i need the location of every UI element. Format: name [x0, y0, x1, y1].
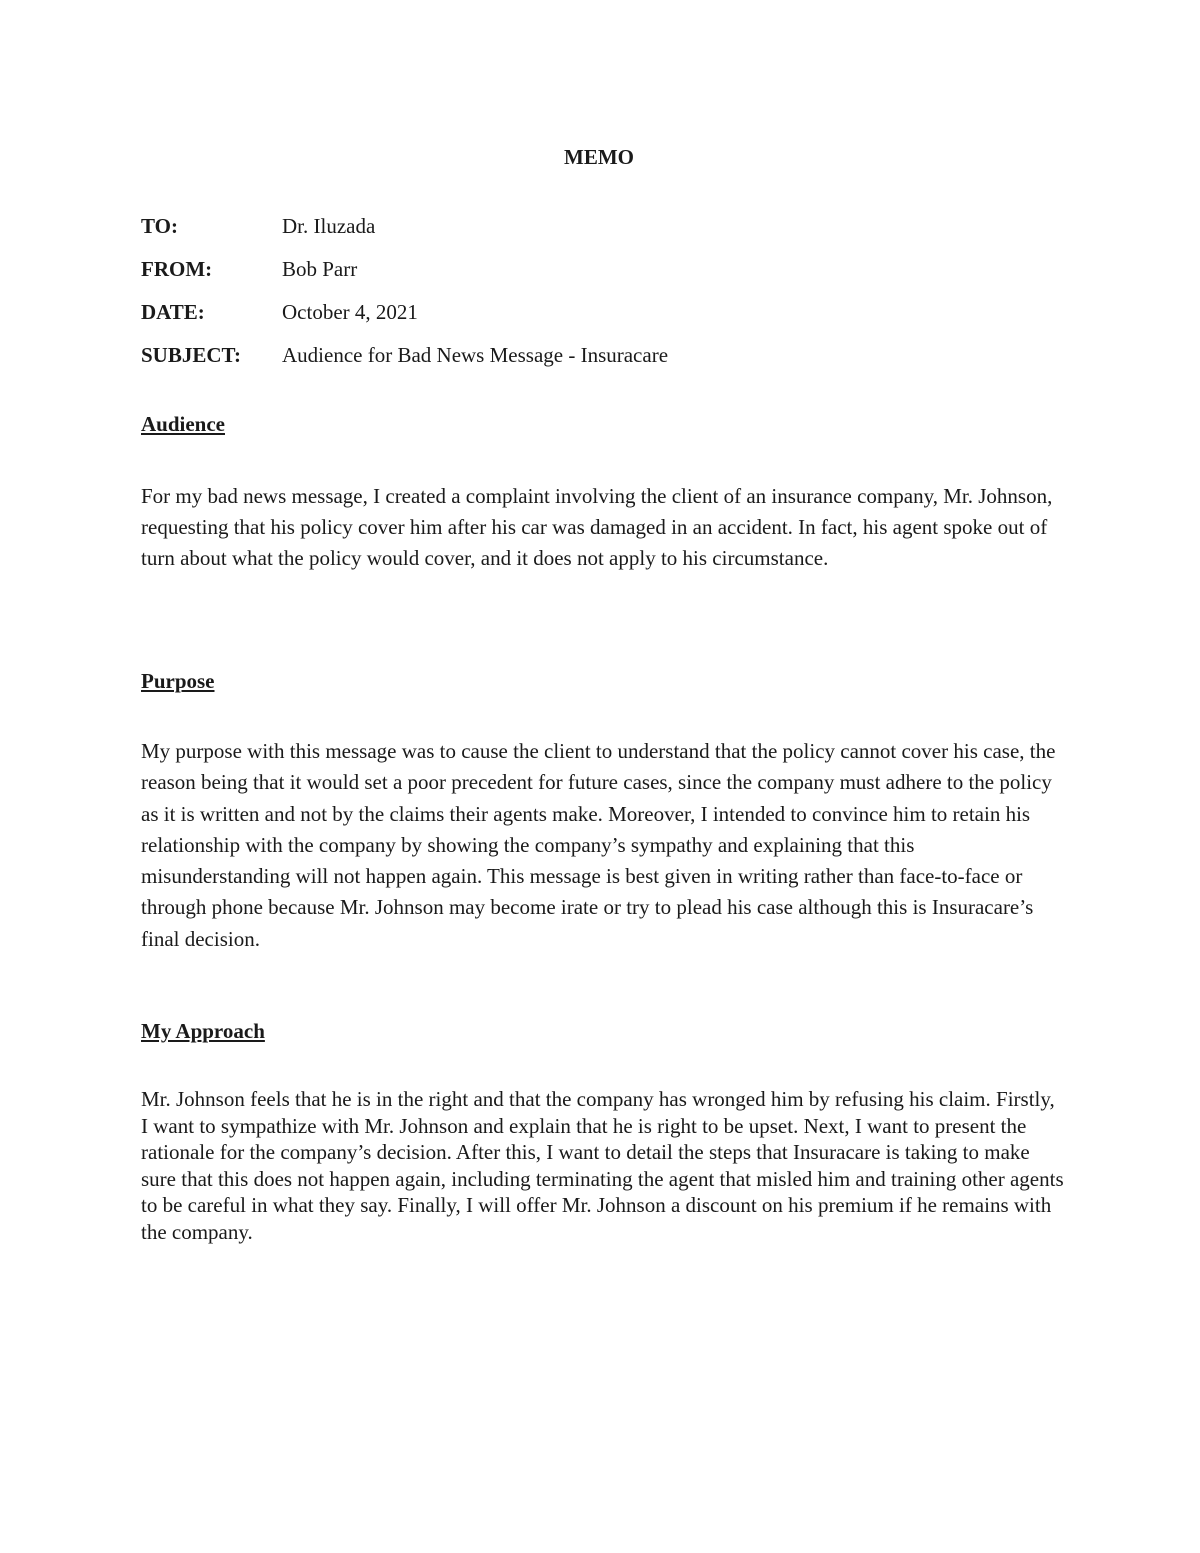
date-label: DATE: [141, 300, 205, 324]
audience-paragraph: For my bad news message, I created a complaint involving the client of an insurance company, Mr. Johnson, requesting that his policy cover him after his car was damaged in an accident. In fact, his agent spoke out of turn about what the policy would cover, and it does not apply to his circumstance. [141, 484, 1053, 570]
date-value: October 4, 2021 [282, 300, 418, 324]
approach-heading: My Approach [141, 1019, 265, 1043]
from-value: Bob Parr [282, 257, 358, 281]
from-label: FROM: [141, 257, 213, 281]
purpose-heading: Purpose [141, 669, 215, 693]
subject-value: Audience for Bad News Message - Insuracare [282, 343, 669, 367]
approach-paragraph: Mr. Johnson feels that he is in the right and that the company has wronged him by refusing his claim. Firstly, I want to sympathize with Mr. Johnson and explain that he is right to be upset. Next, I want to present the rationale for the company’s decision. After this, I want to detail the steps that Insuracare is taking to make sure that this does not happen again, including terminating the agent that misled him and training other agents to be careful in what they say. Finally, I will offer Mr. Johnson a discount on his premium if he remains with the company. [141, 1087, 1064, 1244]
to-value: Dr. Iluzada [282, 214, 376, 238]
to-label: TO: [141, 214, 178, 238]
memo-from-row [141, 256, 357, 282]
memo-title: MEMO [564, 145, 634, 169]
purpose-paragraph: My purpose with this message was to cause the client to understand that the policy cannot cover his case, the reason being that it would set a poor precedent for future cases, since the company must adhere to the policy as it is written and not by the claims their agents make. Moreover, I intended to convince him to retain his relationship with the company by showing the company’s sympathy and explaining that this misunderstanding will not happen again. This message is best given in writing rather than face-to-face or through phone because Mr. Johnson may become irate or try to plead his case although this is Insuracare’s final decision. [141, 739, 1056, 951]
audience-heading: Audience [141, 412, 225, 436]
memo-to-row [141, 213, 375, 239]
memo-date-row [141, 299, 418, 325]
subject-label: SUBJECT: [141, 343, 241, 367]
memo-subject-row [141, 342, 668, 368]
